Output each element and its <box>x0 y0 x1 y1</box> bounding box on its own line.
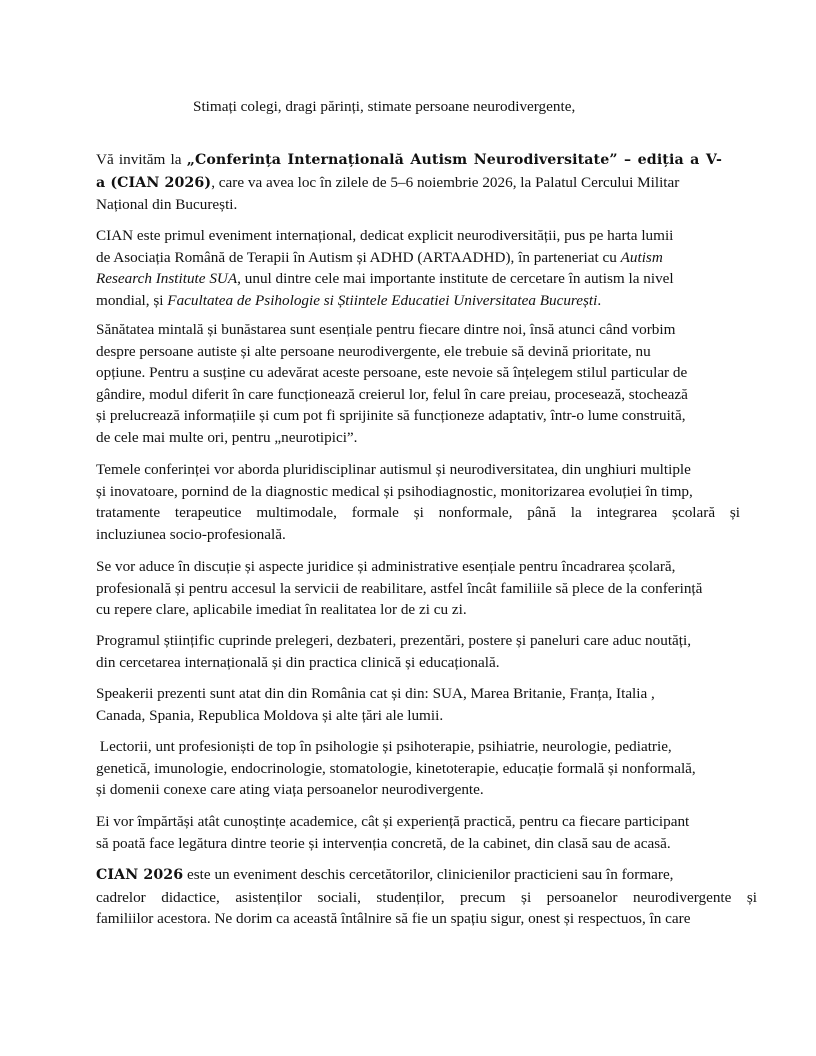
text-line: despre persoane autiste și alte persoane neurodivergente, ele trebuie să devină prioritate, nu <box>96 342 651 360</box>
invitation-lead-text: Vă invităm la <box>96 151 187 168</box>
about-line-3 <box>96 268 720 290</box>
about-line-2 <box>96 247 720 269</box>
invitation-line-2 <box>96 172 722 195</box>
about-line-1: CIAN este primul eveniment internațional, dedicat explicit neurodiversității, pus pe harta lumii <box>96 227 674 244</box>
invitation-line-3: Național din București. <box>96 196 238 213</box>
speakers-paragraph <box>96 683 720 726</box>
partner-faculty: Facultatea de Psihologie si Știintele Educatiei Universitatea București <box>167 291 598 309</box>
partner-autism-institute-part2: Research Institute SUA <box>96 270 238 287</box>
text-line: profesională și pentru accesul la servicii de reabilitare, astfel încât familiile să plece de la conferință <box>96 579 703 597</box>
text-line: de cele mai multe ori, pentru „neurotipici”. <box>96 428 358 446</box>
about-line-4-text: mondial, și <box>96 291 168 309</box>
text-line: incluziunea socio-profesională. <box>96 525 286 543</box>
text-line: să poată face legătura dintre teorie și intervenția concretă, de la cabinet, din clasă sau de acasă. <box>96 834 671 852</box>
about-line-2-text: de Asociația Română de Terapii în Autism și ADHD (ARTAADHD), în parteneriat cu <box>96 248 621 266</box>
text-line: gândire, modul diferit în care funcționează creierul lor, felul în care preiau, procesează, stochează <box>96 385 688 403</box>
text-line: opțiune. Pentru a susține cu adevărat aceste persoane, este nevoie să înțelegem stilul particular de <box>96 364 688 381</box>
text-line: Temele conferinței vor aborda pluridisciplinar autismul și neurodiversitatea, din unghiuri multiple <box>96 461 691 478</box>
audience-line-1 <box>96 864 757 887</box>
text-line: Ei vor împărtăși atât cunoștințe academice, cât și experiență practică, pentru ca fiecare participant <box>96 813 690 830</box>
program-paragraph <box>96 630 720 673</box>
about-cian-paragraph <box>96 225 720 311</box>
text-line: Sănătatea mintală și bunăstarea sunt esențiale pentru fiecare dintre noi, însă atunci când vorbim <box>96 321 676 338</box>
audience-line-1-text: este un eveniment deschis cercetătorilor, clinicienilor practicieni sau în formare, <box>183 866 674 883</box>
experience-paragraph <box>96 811 720 854</box>
text-line: tratamente terapeutice multimodale, formale și nonformale, până la integrarea școlară și <box>96 504 740 521</box>
invitation-paragraph <box>96 149 722 216</box>
text-line: Lectorii, unt profesioniști de top în psihologie și psihoterapie, psihiatrie, neurologie, pediatrie, <box>96 738 672 755</box>
text-line: cu repere clare, aplicabile imediat în realitatea lor de zi cu zi. <box>96 601 467 618</box>
audience-paragraph <box>96 864 757 930</box>
conference-edition: a (CIAN 2026) <box>96 174 212 191</box>
lecturers-paragraph <box>96 736 720 801</box>
text-line: și prelucrează informațiile și cum pot fi sprijinite să funcționeze adaptativ, într-o lume construită, <box>96 407 686 424</box>
mental-health-paragraph <box>96 319 720 448</box>
invitation-date-venue: , care va avea loc în zilele de 5–6 noiembrie 2026, la Palatul Cercului Militar <box>211 173 680 191</box>
text-line: Canada, Spania, Republica Moldova și alte țări ale lumii. <box>96 706 444 724</box>
text-line: Programul științific cuprinde prelegeri, dezbateri, prezentări, postere și paneluri care aduc noutăți, <box>96 632 692 649</box>
audience-line-2: cadrelor didactice, asistenților sociali, studenților, precum și persoanelor neurodivergente și <box>96 888 757 906</box>
about-line-4-end: . <box>597 291 602 309</box>
conference-title: „Conferința Internațională Autism Neurodiversitate” – ediția a V- <box>186 152 722 168</box>
themes-paragraph <box>96 459 740 545</box>
text-line: din cercetarea internațională și din practica clinică și educațională. <box>96 653 500 671</box>
text-line: Se vor aduce în discuție și aspecte juridice și administrative esențiale pentru încadrarea școlară, <box>96 558 676 575</box>
audience-line-3: familiilor acestora. Ne dorim ca această întâlnire să fie un spațiu sigur, onest și respectuos, în care <box>96 910 691 927</box>
partner-autism-institute-part1: Autism <box>620 248 663 266</box>
invitation-line-1 <box>96 149 722 172</box>
text-line: genetică, imunologie, endocrinologie, stomatologie, kinetoterapie, educație formală și nonformală, <box>96 759 696 777</box>
greeting-line: Stimați colegi, dragi părinți, stimate persoane neurodivergente, <box>193 98 576 115</box>
legal-aspects-paragraph <box>96 556 720 621</box>
about-line-3-text: , unul dintre cele mai importante institute de cercetare în autism la nivel <box>237 270 674 287</box>
text-line: și inovatoare, pornind de la diagnostic medical și psihodiagnostic, monitorizarea evoluției în timp, <box>96 482 693 500</box>
text-line: și domenii conexe care ating viața persoanelor neurodivergente. <box>96 781 484 798</box>
text-line: Speakerii prezenti sunt atat din din România cat și din: SUA, Marea Britanie, Franța, Italia , <box>96 685 655 702</box>
about-line-4 <box>96 290 720 312</box>
cian-2026-label: CIAN 2026 <box>96 867 184 883</box>
